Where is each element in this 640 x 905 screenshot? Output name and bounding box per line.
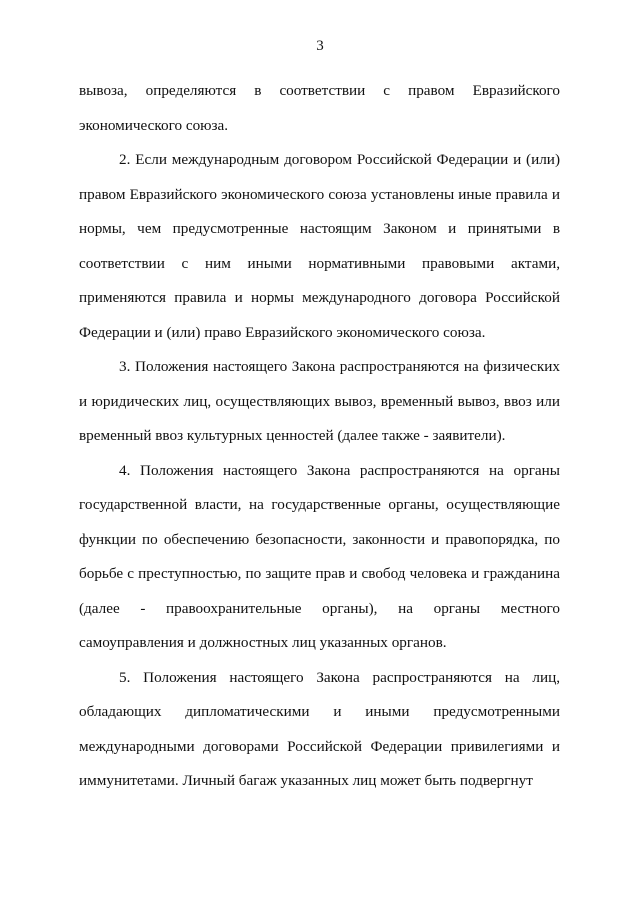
paragraph-4: 4. Положения настоящего Закона распространяются на органы государственной власти, на государственные органы, осуществляющие функции по обеспечению безопасности, законности и правопорядка, по борьбе с преступностью, по защите прав и свобод человека и гражданина (далее - правоохранительные органы), на органы местного самоуправления и должностных лиц указанных органов. (79, 461, 560, 651)
paragraph-continuation: вывоза, определяются в соответствии с правом Евразийского экономического союза. (79, 82, 560, 134)
paragraph-5: 5. Положения настоящего Закона распространяются на лиц, обладающих дипломатическими и иными предусмотренными международными договорами Российской Федерации привилегиями и иммунитетами. Личный багаж указанных лиц может быть подвергнут (79, 668, 560, 789)
page-number: 3 (316, 38, 324, 54)
paragraph-2: 2. Если международным договором Российской Федерации и (или) правом Евразийского экономического союза установлены иные правила и нормы, чем предусмотренные настоящим Законом и принятыми в соответствии с ним иными нормативными правовыми актами, применяются правила и нормы международного договора Российской Федерации и (или) право Евразийского экономического союза. (79, 151, 560, 341)
paragraph-3: 3. Положения настоящего Закона распространяются на физических и юридических лиц, осуществляющих вывоз, временный вывоз, ввоз или временный ввоз культурных ценностей (далее также - заявители). (79, 358, 560, 444)
document-body (79, 74, 560, 799)
